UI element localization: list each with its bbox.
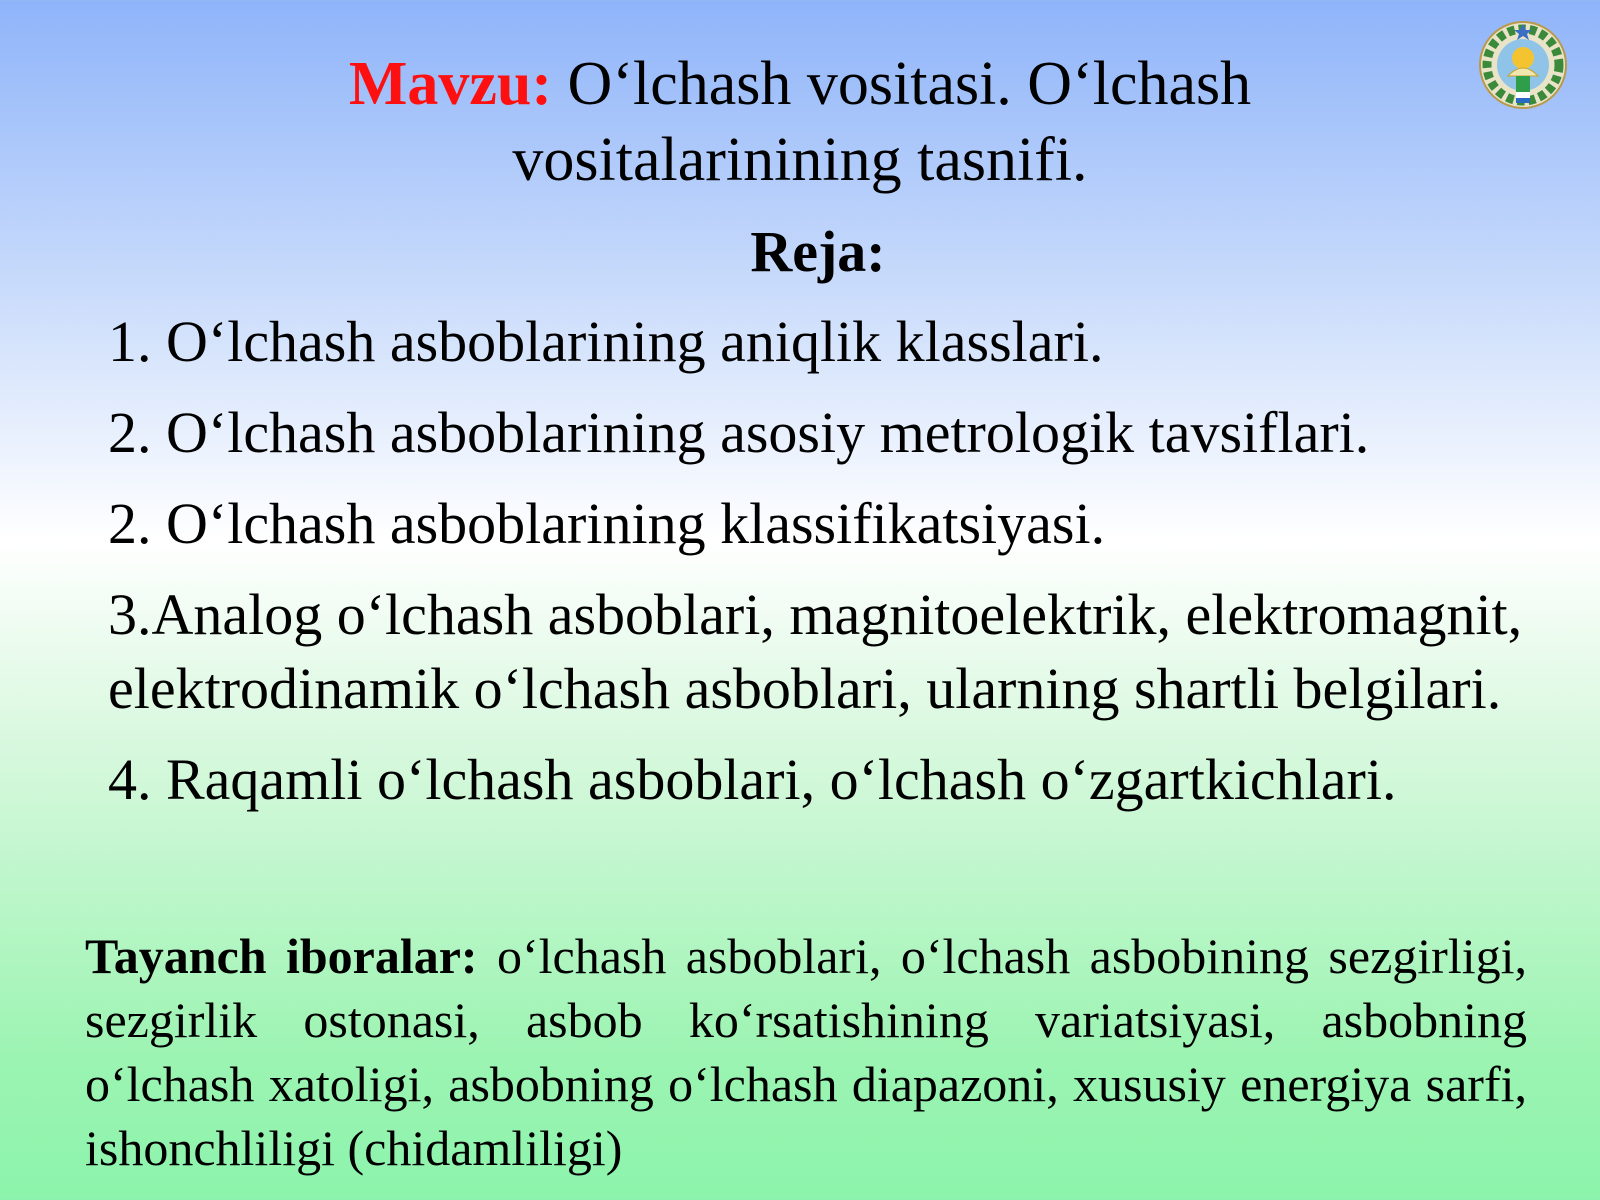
plan-list (108, 305, 1588, 834)
plan-item: 1. O‘lchash asboblarining aniqlik klasslari. (108, 309, 1104, 374)
slide-title (300, 46, 1300, 198)
state-emblem-icon (1478, 20, 1568, 110)
keywords-text: o‘lchash asboblari, o‘lchash asbobining sezgirligi, sezgirlik ostonasi, asbob ko‘rsatishining variatsiyasi, asbobning o‘lchash xatoligi, asbobning o‘lchash diapazoni, xususiy energiya sarfi, ishonchliligi (chidamliligi) (85, 928, 1527, 1176)
keywords-label: Tayanch iboralar: (85, 928, 478, 984)
title-label: Mavzu: (348, 50, 553, 118)
plan-item: 2. O‘lchash asboblarining asosiy metrologik tavsiflari. (108, 400, 1370, 465)
keywords-paragraph (85, 924, 1527, 1180)
title-text: O‘lchash vositasi. O‘lchash vositalarinining tasnifi. (512, 50, 1252, 194)
plan-item: 2. O‘lchash asboblarining klassifikatsiyasi. (108, 491, 1106, 556)
plan-item: 4. Raqamli o‘lchash asboblari, o‘lchash o‘zgartkichlari. (108, 747, 1397, 812)
plan-item: 3.Analog o‘lchash asboblari, magnitoelektrik, elektromagnit, elektrodinamik o‘lchash asboblari, ularning shartli belgilari. (108, 582, 1523, 721)
plan-heading: Reja: (750, 219, 886, 284)
